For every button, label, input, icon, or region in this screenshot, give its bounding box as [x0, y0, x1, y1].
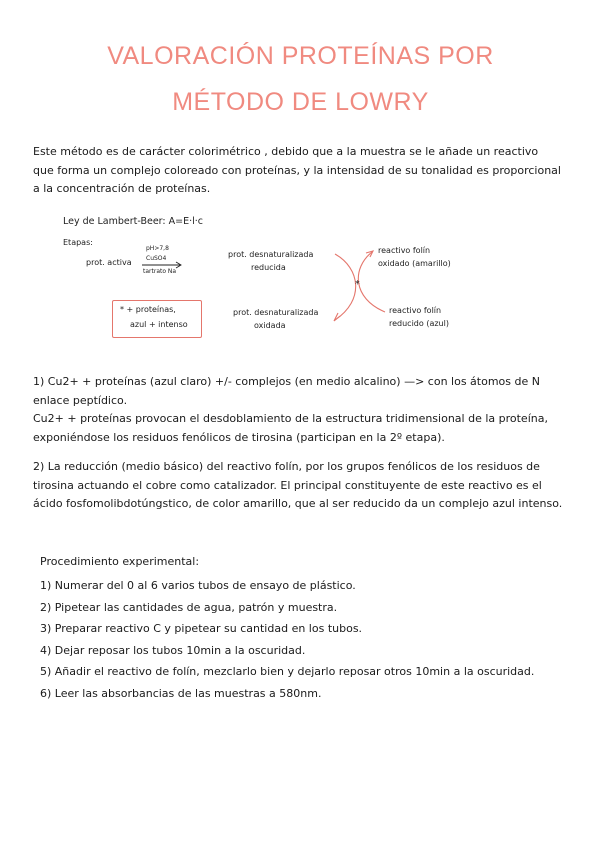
paragraph-line: exponiéndose los residuos fenólicos de tirosina (participan en la 2º etapa).	[33, 430, 445, 444]
intro-line: a la concentración de proteínas.	[33, 182, 211, 195]
procedure-title: Procedimiento experimental:	[40, 555, 200, 568]
procedure-step: 4) Dejar reposar los tubos 10min a la oscuridad.	[40, 643, 306, 657]
intro-paragraph	[33, 143, 573, 199]
paragraph-line: Cu2+ + proteínas provocan el desdoblamiento de la estructura tridimensional de la proteína,	[33, 412, 548, 425]
folin-oxidized-label: reactivo folín	[378, 246, 431, 255]
paragraph-line: enlace peptídico.	[33, 393, 128, 407]
tartrate-label: tartrato Na	[143, 268, 177, 275]
denat-reduced-label: prot. desnaturalizada	[228, 250, 314, 259]
paragraph-line: ácido fosfomolibdotúngstico, de color amarillo, que al ser reducido da un complejo azul intenso.	[33, 497, 563, 510]
procedure-step: 2) Pipetear las cantidades de agua, patrón y muestra.	[40, 600, 338, 614]
denat-oxid-label: prot. desnaturalizada	[233, 308, 319, 317]
page-title-line-2: MÉTODO DE LOWRY	[172, 88, 429, 116]
stages-label: Etapas:	[63, 238, 93, 247]
arrow-head	[176, 262, 181, 268]
paragraph-line: 1) Cu2+ + proteínas (azul claro) +/- complejos (en medio alcalino) —> con los átomos de N	[33, 375, 540, 388]
arrow-head	[334, 313, 340, 321]
procedure-step: 5) Añadir el reactivo de folín, mezclarlo bien y dejarlo reposar otros 10min a la oscuridad.	[40, 665, 535, 679]
arrow-head	[366, 251, 373, 257]
box-label: azul + intenso	[130, 320, 188, 329]
folin-reduced-label: reactivo folín	[389, 306, 442, 315]
denat-reduced-label: reducida	[251, 263, 286, 272]
ph-label: pH>7,8	[146, 245, 169, 252]
step1-paragraph	[33, 373, 573, 447]
step2-paragraph	[33, 458, 573, 514]
law-note: Ley de Lambert-Beer: A=E·l·c	[63, 216, 203, 227]
curved-arrow-left	[335, 254, 356, 320]
paragraph-line: 2) La reducción (medio básico) del reactivo folín, por los grupos fenólicos de los residuos de	[33, 460, 540, 473]
cuso4-label: CuSO4	[146, 255, 167, 262]
procedure-step: 1) Numerar del 0 al 6 varios tubos de ensayo de plástico.	[40, 579, 356, 592]
procedure-list	[40, 577, 534, 707]
asterisk-mark: *	[355, 279, 360, 290]
paragraph-line: tirosina actuando el cobre como catalizador. El principal constituyente de este reactivo es el	[33, 478, 542, 492]
denat-oxid-label: oxidada	[254, 321, 286, 330]
folin-reduced-label: reducido (azul)	[389, 319, 449, 328]
box-label: * + proteínas,	[120, 305, 176, 314]
intro-line: Este método es de carácter colorimétrico , debido que a la muestra se le añade un reactivo	[33, 145, 539, 158]
procedure-step: 3) Preparar reactivo C y pipetear su cantidad en los tubos.	[40, 622, 363, 636]
active-protein-label: prot. activa	[86, 258, 132, 267]
intro-line: que forma un complejo coloreado con proteínas, y la intensidad de su tonalidad es proporcional	[33, 163, 561, 177]
folin-oxidized-label: oxidado (amarillo)	[378, 259, 451, 268]
page-title-line-1: VALORACIÓN PROTEÍNAS POR	[107, 42, 494, 70]
procedure-step: 6) Leer las absorbancias de las muestras a 580nm.	[40, 686, 322, 700]
